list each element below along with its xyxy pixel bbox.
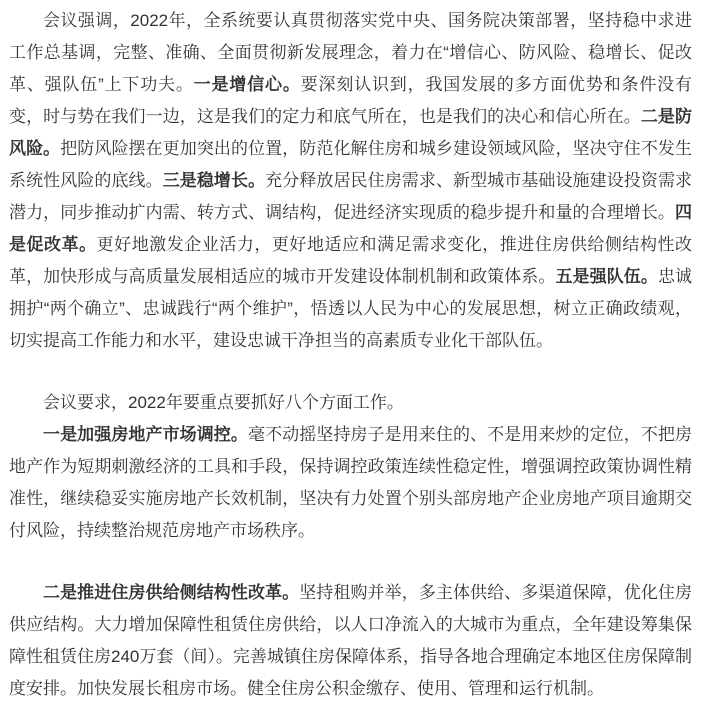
emphasis-run: 三是稳增长。: [162, 171, 266, 190]
emphasis-run: 一是加强房地产市场调控。: [43, 425, 248, 444]
text-run: 要深刻认识到，我国发展的多方面优势和条件没有变，时与势在我们一边，这是我们的定力和底气所在，也是我们的决心和信心所在。: [9, 75, 692, 126]
text-run: 充分释放居民住房需求、新型城市基础设施建设投资需求潜力，同步推动扩内需、转方式、调结构，促进经济实现质的稳步提升和量的合理增长。: [9, 171, 693, 222]
emphasis-run: 二是推进住房供给侧结构性改革。: [43, 583, 300, 602]
text-run: 把防风险摆在更加突出的位置，防范化解住房和城乡建设领域风险，坚决守住不发生系统性风险的底线。: [9, 139, 693, 190]
paragraph-meeting-emphasis: [9, 5, 692, 357]
paragraph-meeting-requirements: [9, 387, 692, 419]
text-run: 忠诚拥护“两个确立”、忠诚践行“两个维护”，悟透以人民为中心的发展思想，树立正确政绩观，切实提高工作能力和水平，建设忠诚干净担当的高素质专业化干部队伍。: [9, 267, 693, 350]
emphasis-run: 一是增信心。: [193, 75, 301, 94]
paragraph-task-2-housing-supply-reform: [9, 577, 692, 705]
text-run: 坚持租购并举，多主体供给、多渠道保障，优化住房供应结构。大力增加保障性租赁住房供给，以人口净流入的大城市为重点，全年建设筹集保障性租赁住房240万套（间）。完善城镇住房保障体系，指导各地合理确定本地区住房保障制度安排。加快发展长租房市场。健全住房公积金缴存、使用、管理和运行机制。: [9, 583, 693, 698]
text-run: 毫不动摇坚持房子是用来住的、不是用来炒的定位，不把房地产作为短期刺激经济的工具和手段，保持调控政策连续性稳定性，增强调控政策协调性精准性，继续稳妥实施房地产长效机制，坚决有力处置个别头部房地产企业房地产项目逾期交付风险，持续整治规范房地产市场秩序。: [9, 425, 693, 540]
text-run: 更好地激发企业活力，更好地适应和满足需求变化，推进住房供给侧结构性改革，加快形成与高质量发展相适应的城市开发建设体制机制和政策体系。: [9, 235, 693, 286]
emphasis-run: 四是促改革。: [9, 203, 692, 254]
emphasis-run: 五是强队伍。: [555, 267, 658, 286]
emphasis-run: 二是防风险。: [9, 107, 693, 158]
paragraph-task-1-real-estate-regulation: [9, 419, 692, 547]
text-run: 会议要求，2022年要重点要抓好八个方面工作。: [43, 393, 404, 412]
text-run: 会议强调，2022年，全系统要认真贯彻落实党中央、国务院决策部署，坚持稳中求进工作总基调，完整、准确、全面贯彻新发展理念，着力在“增信心、防风险、稳增长、促改革、强队伍”上下功夫。: [9, 11, 692, 94]
